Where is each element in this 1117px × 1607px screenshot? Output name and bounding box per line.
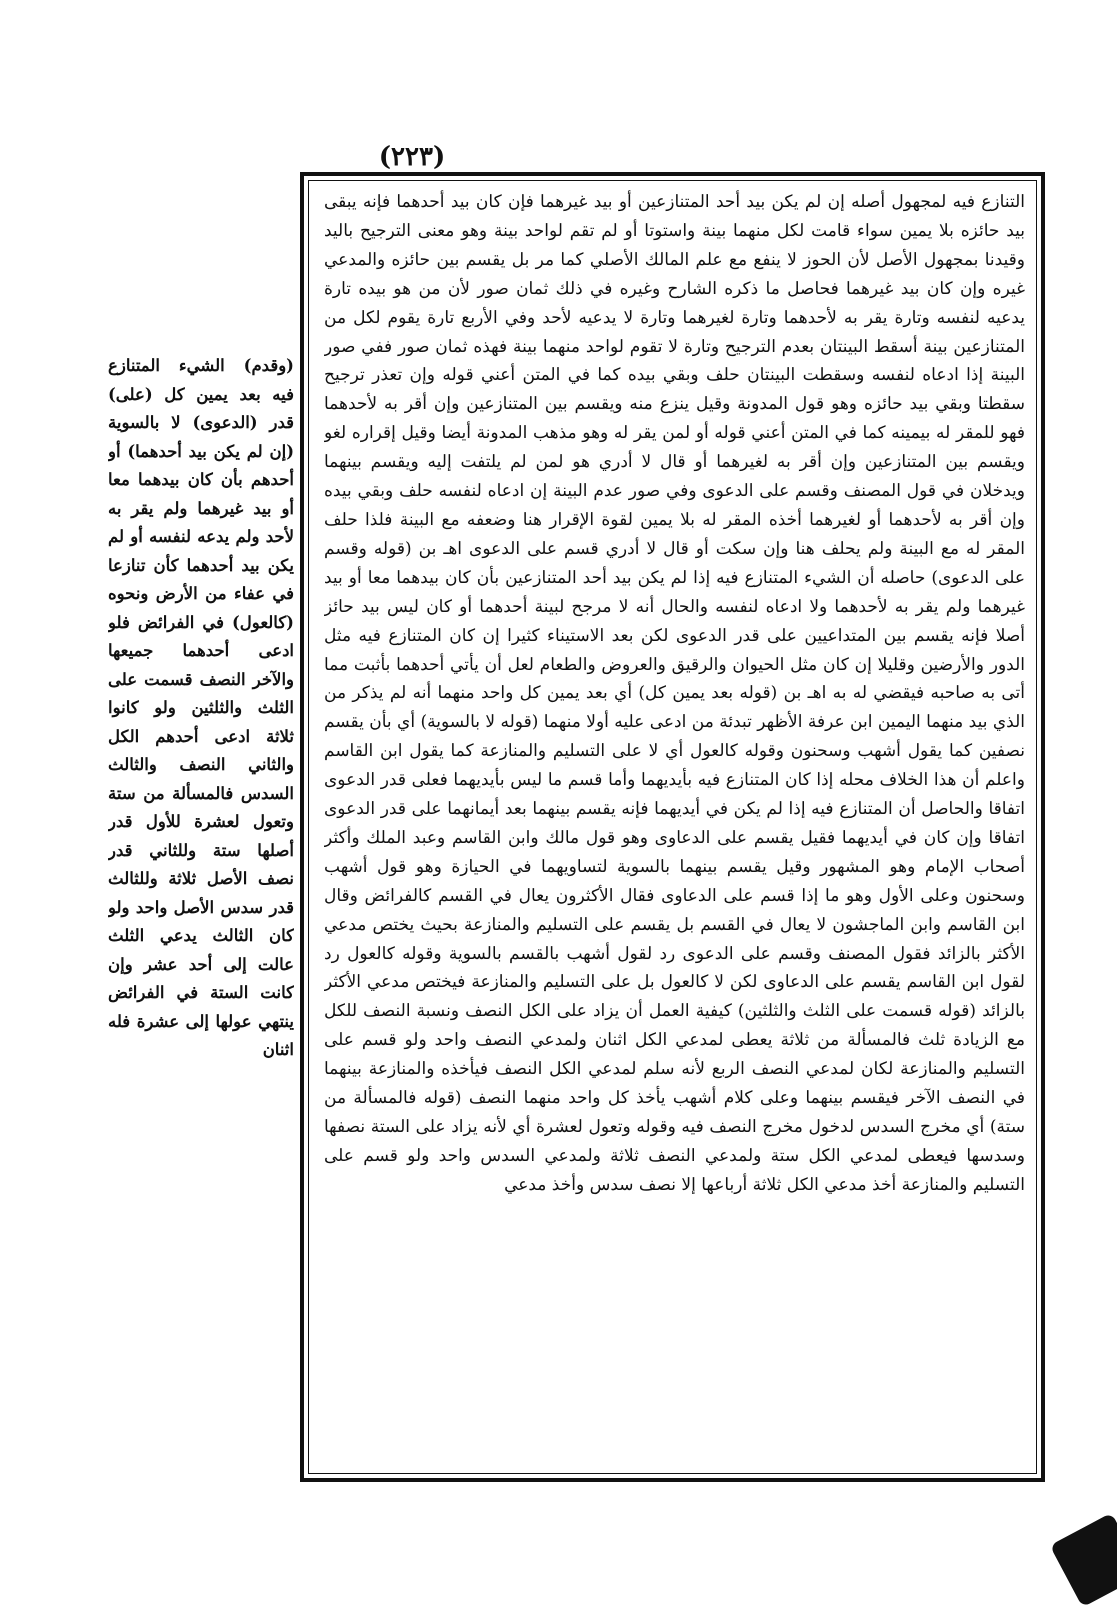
main-commentary-text: التنازع فيه لمجهول أصله إن لم يكن بيد أحد المتنازعين أو بيد غيرهما فإن كان بيد أحدهما فإنه يبقى بيد حائزه بلا يمين سواء قامت لكل منهما بينة واستوتا أو لم تقم لواحد بينة وهو معنى الترجيح باليد وقيدنا بمجهول الأصل لأن الحوز لا ينفع مع علم المالك الأصلي كما مر بل يقسم بين حائزه والمدعي غيره وإن كان بيد غيرهما فحاصل ما ذكره الشارح وغيره في ذلك ثمان صور لأن من هو بيده تارة يدعيه لنفسه وتارة يقر به لأحدهما وتارة لغيرهما وتارة لا يدعيه لأحد وفي الأربع تارة يقوم لكل من المتنازعين بينة أسقط البينتان بعدم الترجيح وتارة لا تقوم لواحد منهما بينة فهذه ثمان صور ففي صور البينة إذا ادعاه لنفسه وسقطت البينتان حلف وبقي بيده كما في المتن أعني قوله وإن تعذر ترجيح سقطتا وبقي بيد حائزه وهو قول المدونة وقيل ينزع منه ويقسم بين المتنازعين وإن أقر به لأحدهما فهو للمقر له بيمينه كما في المتن أعني قوله أو لمن يقر له وهو مذهب المدونة أيضا وقيل إقراره لغو ويقسم بين المتنازعين وإن أقر به لغيرهما أو قال لا أدري هو لمن لم يلتفت إليه ويقسم بينهما ويدخلان في قول المصنف وقسم على الدعوى وفي صور عدم البينة إن ادعاه لنفسه حلف وبقي بيده وإن أقر به لأحدهما أو لغيرهما أخذه المقر له بلا يمين لقوة الإقرار هنا وضعفه مع البينة فلذا حلف المقر له مع البينة ولم يحلف هنا وإن سكت أو قال لا أدري قسم على الدعوى اهـ بن (قوله وقسم على الدعوى) حاصله أن الشيء المتنازع فيه إذا لم يكن بيد أحد المتنازعين بأن كان بيدهما معا أو بيد غيرهما ولم يقر به لأحدهما ولا ادعاه لنفسه والحال أنه لا مرجح لبينة أحدهما أو كان ليس بيد حائز أصلا فإنه يقسم بين المتداعيين على قدر الدعوى لكن بعد الاستيناء كثيرا إن كان المتنازع فيه مثل الدور والأرضين وقليلا إن كان مثل الحيوان والرقيق والعروض والطعام لعل أن يأتي أحدهما بأثبت مما أتى به صاحبه فيقضي له به اهـ بن (قوله بعد يمين كل) أي بعد يمين كل واحد منهما أنه لم يذكر من الذي بيد منهما اليمين ابن عرفة الأظهر تبدئة من ادعى عليه أولا منهما (قوله لا بالسوية) أي بأن يقسم نصفين كما يقول أشهب وسحنون وقوله كالعول أي لا على التسليم والمنازعة كما يقول ابن القاسم واعلم أن هذا الخلاف محله إذا كان المتنازع فيه بأيديهما وأما قسم ما ليس بأيديهما فعلى قدر الدعوى اتفاقا والحاصل أن المتنازع فيه إذا لم يكن في أيديهما فإنه يقسم بينهما بعد أيمانهما على قدر الدعوى اتفاقا وإن كان في أيديهما فقيل يقسم على الدعاوى وهو قول مالك وابن القاسم وعبد الملك وأكثر أصحاب الإمام وهو المشهور وقيل يقسم بينهما بالسوية لتساويهما في الحيازة وهو قول أشهب وسحنون وعلى الأول وهو ما إذا قسم على الدعاوى فقال الأكثرون يعال في القسم كالفرائض وقال ابن القاسم وابن الماجشون لا يعال في القسم بل يقسم على التسليم والمنازعة بحيث يختص مدعي الأكثر بالزائد فقول المصنف وقسم على الدعوى رد لقول أشهب بالقسم بالسوية وقوله كالعول رد لقول ابن القاسم يقسم على الدعاوى لكن لا كالعول بل على التسليم والمنازعة فيختص مدعي الأكثر بالزائد (قوله قسمت على الثلث والثلثين) كيفية العمل أن يزاد على الكل النصف ونسبة النصف للكل مع الزيادة ثلث فالمسألة من ثلاثة يعطى لمدعي الكل اثنان ولمدعي النصف واحد ولو قسم على التسليم والمنازعة لكان لمدعي النصف الربع لأنه سلم لمدعي الكل النصف فيأخذه والمنازعة بينهما في النصف الآخر فيقسم بينهما وعلى كلام أشهب يأخذ كل واحد منهما النصف (قوله فالمسألة من ستة) أي مخرج السدس لدخول مخرج النصف فيه وقوله وتعول لعشرة أي لأنه يزاد على الستة نصفها وسدسها فيعطى لمدعي الكل ستة ولمدعي النصف ثلاثة ولمدعي السدس واحد ولو قسم على التسليم والمنازعة أخذ مدعي الكل ثلاثة أرباعها إلا نصف سدس وأخذ مدعي <box>324 192 1025 1195</box>
main-text-frame <box>300 172 1045 1482</box>
margin-matn-text: (وقدم) الشيء المتنازع فيه بعد يمين كل (على) قدر (الدعوى) لا بالسوية (إن لم يكن بيد أحدهما) أو أحدهم بأن كان بيدهما معا أو بيد غيرهما ولم يقر به لأحد ولم يدعه لنفسه أو لم يكن بيد أحدهما كأن تنازعا في عفاء من الأرض ونحوه (كالعول) في الفرائض فلو ادعى أحدهما جميعها والآخر النصف قسمت على الثلث والثلثين ولو كانوا ثلاثة ادعى أحدهم الكل والثاني النصف والثالث السدس فالمسألة من ستة وتعول لعشرة للأول قدر أصلها ستة وللثاني قدر نصف الأصل ثلاثة وللثالث قدر سدس الأصل واحد ولو كان الثالث يدعي الثلث عالت إلى أحد عشر وإن كانت الستة في الفرائض ينتهي عولها إلى عشرة فله اثنان <box>108 356 294 1059</box>
page-corner-shadow <box>1050 1513 1117 1607</box>
page-number: (٢٢٣) <box>378 142 446 172</box>
